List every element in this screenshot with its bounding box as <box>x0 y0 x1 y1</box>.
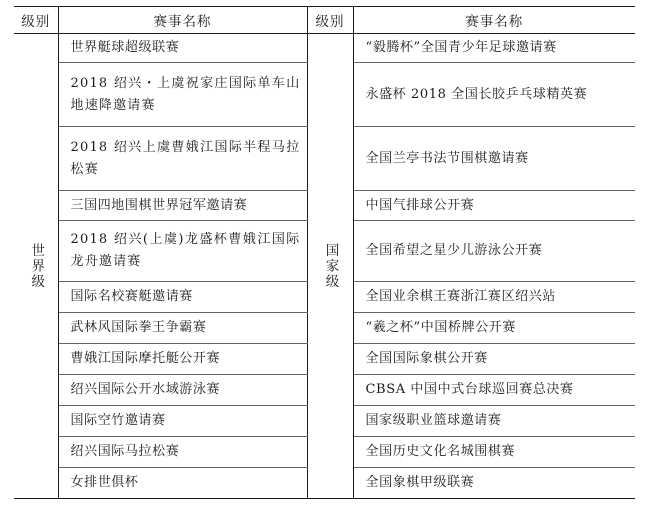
event-name-right: 永盛杯 2018 全国长胶乒乓球精英赛 <box>353 63 635 127</box>
event-name-right: 全国历史文化名城围棋赛 <box>353 437 635 468</box>
event-name-right: 全国业余棋王赛浙江赛区绍兴站 <box>353 282 635 313</box>
event-name-right: CBSA 中国中式台球巡回赛总决赛 <box>353 375 635 406</box>
event-name-left: 绍兴国际马拉松赛 <box>58 437 307 468</box>
event-name-left: 国际名校赛艇邀请赛 <box>58 282 307 313</box>
level-world-cell <box>14 34 58 499</box>
event-name-left: 曹娥江国际摩托艇公开赛 <box>58 344 307 375</box>
event-name-left: 国际空竹邀请赛 <box>58 406 307 437</box>
event-name-right: 国家级职业篮球邀请赛 <box>353 406 635 437</box>
level-national-label: 国家级 <box>322 242 339 290</box>
header-name-right: 赛事名称 <box>353 7 635 34</box>
header-name-left: 赛事名称 <box>58 7 307 34</box>
event-name-left: 2018 绍兴上虞曹娥江国际半程马拉松赛 <box>58 127 307 191</box>
event-name-left: 2018 绍兴(上虞)龙盛杯曹娥江国际龙舟邀请赛 <box>58 221 307 282</box>
event-name-left: 2018 绍兴・上虞祝家庄国际单车山地速降邀请赛 <box>58 63 307 127</box>
event-name-left: 绍兴国际公开水域游泳赛 <box>58 375 307 406</box>
table-row <box>14 34 635 63</box>
event-name-left: 女排世俱杯 <box>58 468 307 499</box>
event-name-right: “毅腾杯”全国青少年足球邀请赛 <box>353 34 635 63</box>
event-name-right: 中国气排球公开赛 <box>353 191 635 221</box>
event-name-right: 全国国际象棋公开赛 <box>353 344 635 375</box>
level-national-cell <box>307 34 353 499</box>
event-name-left: 三国四地围棋世界冠军邀请赛 <box>58 191 307 221</box>
event-name-right: 全国希望之星少儿游泳公开赛 <box>353 221 635 282</box>
event-name-right: “羲之杯”中国桥牌公开赛 <box>353 313 635 344</box>
table-header-row <box>14 7 635 34</box>
event-name-left: 世界艇球超级联赛 <box>58 34 307 63</box>
level-world-label: 世界级 <box>28 242 45 290</box>
header-level-right: 级别 <box>307 7 353 34</box>
event-name-right: 全国象棋甲级联赛 <box>353 468 635 499</box>
events-table <box>14 6 635 499</box>
event-name-left: 武林风国际拳王争霸赛 <box>58 313 307 344</box>
event-name-right: 全国兰亭书法节围棋邀请赛 <box>353 127 635 191</box>
header-level-left: 级别 <box>14 7 58 34</box>
